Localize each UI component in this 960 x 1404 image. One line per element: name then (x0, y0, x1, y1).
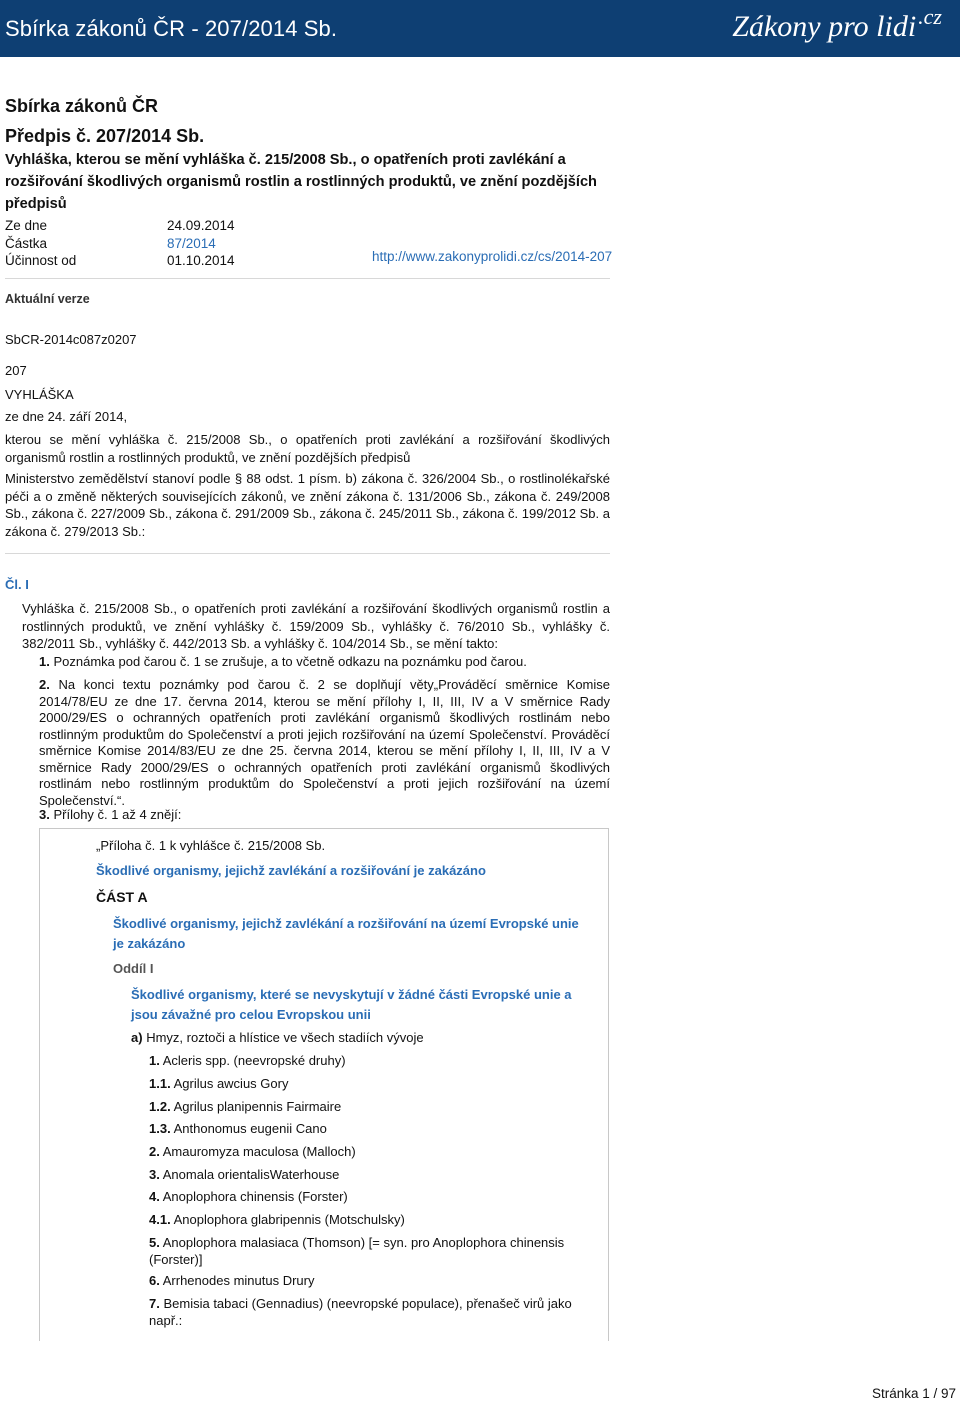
species-item (149, 1235, 589, 1268)
castka-label: Částka (5, 235, 48, 251)
species-item (149, 1167, 589, 1184)
species-number: 1.1. (149, 1076, 171, 1091)
group-heading (131, 1030, 424, 1045)
page-number: Stránka 1 / 97 (871, 1386, 956, 1401)
species-item (149, 1189, 589, 1206)
species-name: Anoplophora chinensis (Forster) (162, 1189, 348, 1204)
doc-regulation-number: Předpis č. 207/2014 Sb. (5, 126, 205, 146)
doc-heading: Sbírka zákonů ČR (5, 96, 159, 116)
castka-link[interactable]: 87/2014 (167, 235, 216, 251)
species-item (149, 1053, 589, 1070)
item-number: 3. (39, 807, 50, 822)
law-date: ze dne 24. září 2014, (5, 409, 128, 424)
item-number: 2. (39, 677, 50, 692)
law-type: VYHLÁŠKA (5, 387, 74, 402)
species-name: Bemisia tabaci (Gennadius) (neevropské populace), přenašeč virů jako např.: (149, 1296, 572, 1328)
section-subheading: Škodlivé organismy, které se nevyskytují v žádné části Evropské unie a jsou závažné pro celou Evropskou unii (131, 987, 572, 1022)
species-number: 5. (149, 1235, 160, 1250)
ucinnost-label: Účinnost od (5, 253, 77, 268)
law-number: 207 (5, 363, 27, 378)
ze-dne-value: 24.09.2014 (167, 218, 235, 233)
article-heading[interactable]: Čl. I (5, 577, 29, 592)
logo-suffix: .cz (918, 4, 942, 29)
doc-subtitle: Vyhláška, kterou se mění vyhláška č. 215/2008 Sb., o opatřeních proti zavlékání a rozšiřování škodlivých organismů rostlin a rostlinných produktů, ve znění pozdějších předpisů (5, 152, 597, 212)
law-intro: kterou se mění vyhláška č. 215/2008 Sb., o opatřeních proti zavlékání a rozšiřování škodlivých organismů rostlin a rostlinných produktů, ve znění pozdějších předpisů (5, 432, 610, 465)
annex-heading: Škodlivé organismy, jejichž zavlékání a rozšiřování je zakázáno (96, 863, 486, 878)
species-item (149, 1144, 589, 1161)
species-item (149, 1273, 589, 1290)
species-number: 3. (149, 1167, 160, 1182)
list-item (39, 807, 610, 824)
species-number: 7. (149, 1296, 160, 1311)
species-number: 1.2. (149, 1099, 171, 1114)
current-version-label: Aktuální verze (5, 292, 90, 306)
doc-identifier: SbCR-2014c087z0207 (5, 332, 137, 347)
item-text: Na konci textu poznámky pod čarou č. 2 se doplňují věty„Prováděcí směrnice Komise 2014/78/EU ze dne 17. června 2014, kterou se mění přílohy I, II, III, IV a V směrnice Rady 2000/29/ES o ochranných opatřeních proti zavlékání organismů škodlivých rostlinám nebo rostlinným produktům do Společenství a proti jejich rozšiřování na území Společenství. Prováděcí směrnice Komise 2014/83/EU ze dne 25. června 2014, kterou se mění přílohy I, II, III, IV a V směrnice Rady 2000/29/ES o ochranných opatřeních proti zavlékání organismů škodlivých rostlinám nebo rostlinným produktům do Společenství a proti jejich rozšiřování na území Společenství.“. (39, 677, 610, 808)
group-letter: a) (131, 1030, 143, 1045)
part-heading: ČÁST A (96, 889, 148, 905)
species-name: Acleris spp. (neevropské druhy) (162, 1053, 346, 1068)
group-text: Hmyz, roztoči a hlístice ve všech stadiích vývoje (146, 1030, 424, 1045)
section-heading: Oddíl I (113, 961, 154, 976)
species-number: 4. (149, 1189, 160, 1204)
article-text: Vyhláška č. 215/2008 Sb., o opatřeních proti zavlékání a rozšiřování škodlivých organismů rostlin a rostlinných produktů, ve znění vyhlášky č. 159/2009 Sb., vyhlášky č. 76/2010 Sb., vyhlášky č. 382/2011 Sb., vyhlášky č. 442/2013 Sb. a vyhlášky č. 104/2014 Sb., se mění takto: (22, 601, 610, 651)
species-item (149, 1212, 589, 1229)
list-item (39, 654, 610, 671)
species-number: 2. (149, 1144, 160, 1159)
species-name: Anomala orientalisWaterhouse (162, 1167, 340, 1182)
divider (5, 278, 610, 279)
annex-title: „Příloha č. 1 k vyhlášce č. 215/2008 Sb. (96, 838, 326, 853)
page-header-bar (0, 0, 960, 57)
doc-url-link[interactable]: http://www.zakonyprolidi.cz/cs/2014-207 (372, 249, 613, 264)
ze-dne-label: Ze dne (5, 218, 48, 233)
part-subheading: Škodlivé organismy, jejichž zavlékání a rozšiřování na území Evropské unie je zakázáno (113, 916, 579, 951)
item-number: 1. (39, 654, 50, 669)
page-header-title: Sbírka zákonů ČR - 207/2014 Sb. (5, 16, 338, 41)
list-item (39, 677, 610, 809)
species-name: Agrilus planipennis Fairmaire (173, 1099, 342, 1114)
logo-text: Zákony pro lidi (732, 10, 917, 43)
species-name: Anthonomus eugenii Cano (173, 1121, 327, 1136)
item-text: Poznámka pod čarou č. 1 se zrušuje, a to včetně odkazu na poznámku pod čarou. (53, 654, 527, 669)
species-item (149, 1121, 589, 1138)
divider (5, 553, 610, 554)
species-item (149, 1076, 589, 1093)
site-logo[interactable] (732, 4, 942, 44)
species-number: 6. (149, 1273, 160, 1288)
species-name: Anoplophora glabripennis (Motschulsky) (173, 1212, 405, 1227)
species-name: Agrilus awcius Gory (173, 1076, 289, 1091)
species-number: 1.3. (149, 1121, 171, 1136)
species-name: Arrhenodes minutus Drury (162, 1273, 315, 1288)
species-name: Amauromyza maculosa (Malloch) (162, 1144, 356, 1159)
species-number: 1. (149, 1053, 160, 1068)
law-ministry-paragraph: Ministerstvo zemědělství stanoví podle § 88 odst. 1 písm. b) zákona č. 326/2004 Sb., o rostlinolékařské péči a o změně některých souvisejících zákonů, ve znění zákona č. 131/2006 Sb., zákona č. 249/2008 Sb., zákona č. 227/2009 Sb., zákona č. 291/2009 Sb., zákona č. 245/2011 Sb., zákona č. 199/2012 Sb. a zákona č. 279/2013 Sb.: (5, 471, 610, 539)
species-number: 4.1. (149, 1212, 171, 1227)
species-item (149, 1099, 589, 1116)
ucinnost-value: 01.10.2014 (167, 253, 235, 268)
species-name: Anoplophora malasiaca (Thomson) [= syn. pro Anoplophora chinensis (Forster)] (149, 1235, 565, 1267)
species-item (149, 1296, 589, 1329)
item-text: Přílohy č. 1 až 4 znějí: (53, 807, 182, 822)
